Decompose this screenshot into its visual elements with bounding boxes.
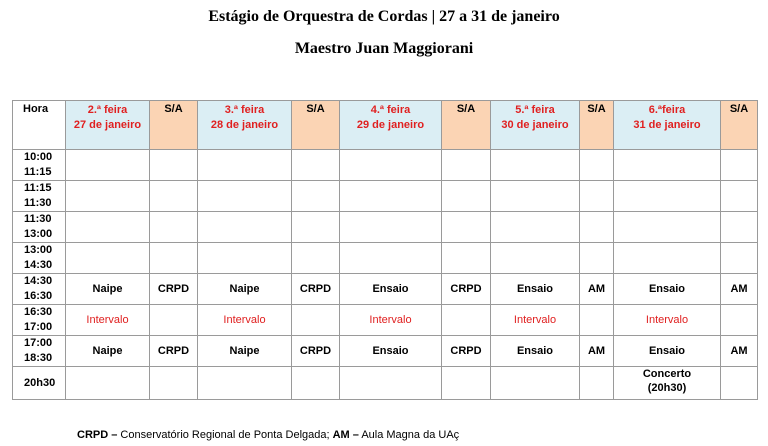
day-name: 5.ª feira (515, 104, 555, 116)
location-cell (442, 150, 491, 181)
location-cell (442, 243, 491, 274)
time-end: 18:30 (24, 352, 53, 364)
location-cell (150, 243, 198, 274)
location-cell (292, 367, 340, 400)
activity-line: (20h30) (647, 382, 687, 394)
location-cell (442, 181, 491, 212)
day-date: 30 de janeiro (501, 119, 569, 131)
day-name: 2.ª feira (87, 104, 128, 116)
activity-cell (340, 212, 442, 243)
activity-cell (491, 150, 580, 181)
location-cell (150, 150, 198, 181)
table-row (13, 305, 758, 336)
time-end: 11:15 (24, 166, 52, 178)
activity-cell: Naipe (66, 336, 150, 367)
activity-cell: Naipe (198, 336, 292, 367)
time-start: 10:00 (24, 151, 53, 163)
sala-header: S/A (442, 101, 491, 150)
table-row (13, 181, 758, 212)
location-cell (292, 243, 340, 274)
table-row (13, 274, 758, 305)
time-start: 16:30 (24, 306, 53, 318)
time-start: 11:15 (24, 182, 52, 194)
location-cell (580, 212, 614, 243)
location-cell: CRPD (442, 274, 491, 305)
activity-cell (66, 150, 150, 181)
sala-header: S/A (580, 101, 614, 150)
activity-cell: Naipe (66, 274, 150, 305)
schedule-table (12, 100, 758, 400)
location-cell (150, 305, 198, 336)
activity-cell (66, 181, 150, 212)
location-cell (580, 367, 614, 400)
day-header (340, 101, 442, 150)
legend-footer (77, 429, 459, 441)
location-cell (150, 367, 198, 400)
activity-cell (491, 181, 580, 212)
location-cell (580, 150, 614, 181)
activity-cell (491, 367, 580, 400)
activity-cell: Ensaio (491, 336, 580, 367)
time-cell (13, 336, 66, 367)
hora-header: Hora (13, 101, 66, 150)
location-cell: CRPD (292, 336, 340, 367)
activity-cell (340, 243, 442, 274)
document-title: Estágio de Orquestra de Cordas | 27 a 31 de janeiro (208, 8, 560, 25)
activity-cell: Intervalo (198, 305, 292, 336)
table-row (13, 336, 758, 367)
activity-cell (198, 367, 292, 400)
day-name: 4.ª feira (370, 104, 411, 116)
location-cell: CRPD (292, 274, 340, 305)
location-cell (580, 243, 614, 274)
time-cell (13, 243, 66, 274)
time-cell (13, 274, 66, 305)
activity-cell (198, 150, 292, 181)
day-date: 28 de janeiro (210, 119, 279, 131)
location-cell (721, 181, 758, 212)
time-end: 17:00 (24, 321, 53, 333)
day-header (198, 101, 292, 150)
activity-cell: Naipe (198, 274, 292, 305)
time-end: 11:30 (24, 197, 52, 209)
time-start: 11:30 (24, 213, 52, 225)
document-subtitle: Maestro Juan Maggiorani (294, 40, 474, 57)
activity-cell: Intervalo (340, 305, 442, 336)
table-row (13, 150, 758, 181)
day-header (66, 101, 150, 150)
table-row (13, 367, 758, 400)
location-cell (150, 181, 198, 212)
location-cell: CRPD (150, 274, 198, 305)
activity-cell (198, 181, 292, 212)
activity-cell: Ensaio (614, 336, 721, 367)
location-cell: AM (721, 336, 758, 367)
location-cell (721, 212, 758, 243)
day-header (491, 101, 580, 150)
location-cell (292, 181, 340, 212)
location-cell: CRPD (442, 336, 491, 367)
location-cell (442, 367, 491, 400)
time-cell (13, 181, 66, 212)
activity-cell (340, 181, 442, 212)
time-end: 16:30 (24, 290, 53, 302)
activity-cell (491, 243, 580, 274)
activity-cell (614, 181, 721, 212)
activity-cell (66, 212, 150, 243)
time-cell (13, 150, 66, 181)
time-cell (13, 367, 66, 400)
time-end: 14:30 (24, 259, 53, 271)
location-cell: CRPD (150, 336, 198, 367)
table-row (13, 243, 758, 274)
activity-cell (614, 150, 721, 181)
location-cell (292, 305, 340, 336)
activity-cell (614, 212, 721, 243)
time-start: 13:00 (24, 244, 53, 256)
activity-cell: Intervalo (614, 305, 721, 336)
activity-cell (614, 367, 721, 400)
location-cell (721, 243, 758, 274)
sala-header: S/A (721, 101, 758, 150)
legend-crpd-abbr: CRPD – (77, 429, 118, 441)
header-row (13, 101, 758, 150)
location-cell: AM (580, 274, 614, 305)
activity-cell (198, 212, 292, 243)
day-date: 27 de janeiro (73, 119, 142, 131)
day-name: 6.ªfeira (648, 104, 686, 116)
location-cell (292, 212, 340, 243)
activity-cell: Ensaio (340, 336, 442, 367)
activity-cell (614, 243, 721, 274)
location-cell (580, 181, 614, 212)
location-cell (721, 367, 758, 400)
time-cell (13, 212, 66, 243)
activity-cell: Ensaio (340, 274, 442, 305)
activity-cell (66, 243, 150, 274)
time-start: 17:00 (24, 337, 53, 349)
activity-cell: Intervalo (491, 305, 580, 336)
location-cell (150, 212, 198, 243)
legend-crpd-text: Conservatório Regional de Ponta Delgada; (117, 429, 333, 441)
legend-am-text: Aula Magna da UAç (358, 429, 460, 441)
activity-cell (198, 243, 292, 274)
day-date: 29 de janeiro (356, 119, 425, 131)
activity-cell: Intervalo (66, 305, 150, 336)
activity-cell (340, 150, 442, 181)
location-cell (721, 150, 758, 181)
activity-cell (491, 212, 580, 243)
time-cell (13, 305, 66, 336)
activity-line: Concerto (642, 368, 692, 380)
activity-cell: Ensaio (614, 274, 721, 305)
legend-am-abbr: AM – (332, 429, 359, 441)
location-cell (292, 150, 340, 181)
location-cell (442, 212, 491, 243)
time-end: 13:00 (24, 228, 53, 240)
location-cell (580, 305, 614, 336)
activity-cell (340, 367, 442, 400)
time-start: 20h30 (24, 376, 56, 389)
day-date: 31 de janeiro (633, 119, 701, 131)
location-cell (442, 305, 491, 336)
day-name: 3.ª feira (224, 104, 265, 116)
time-start: 14:30 (24, 275, 53, 287)
location-cell: AM (721, 274, 758, 305)
location-cell (721, 305, 758, 336)
sala-header: S/A (292, 101, 340, 150)
activity-cell: Ensaio (491, 274, 580, 305)
location-cell: AM (580, 336, 614, 367)
table-row (13, 212, 758, 243)
activity-cell (66, 367, 150, 400)
day-header (614, 101, 721, 150)
sala-header: S/A (150, 101, 198, 150)
